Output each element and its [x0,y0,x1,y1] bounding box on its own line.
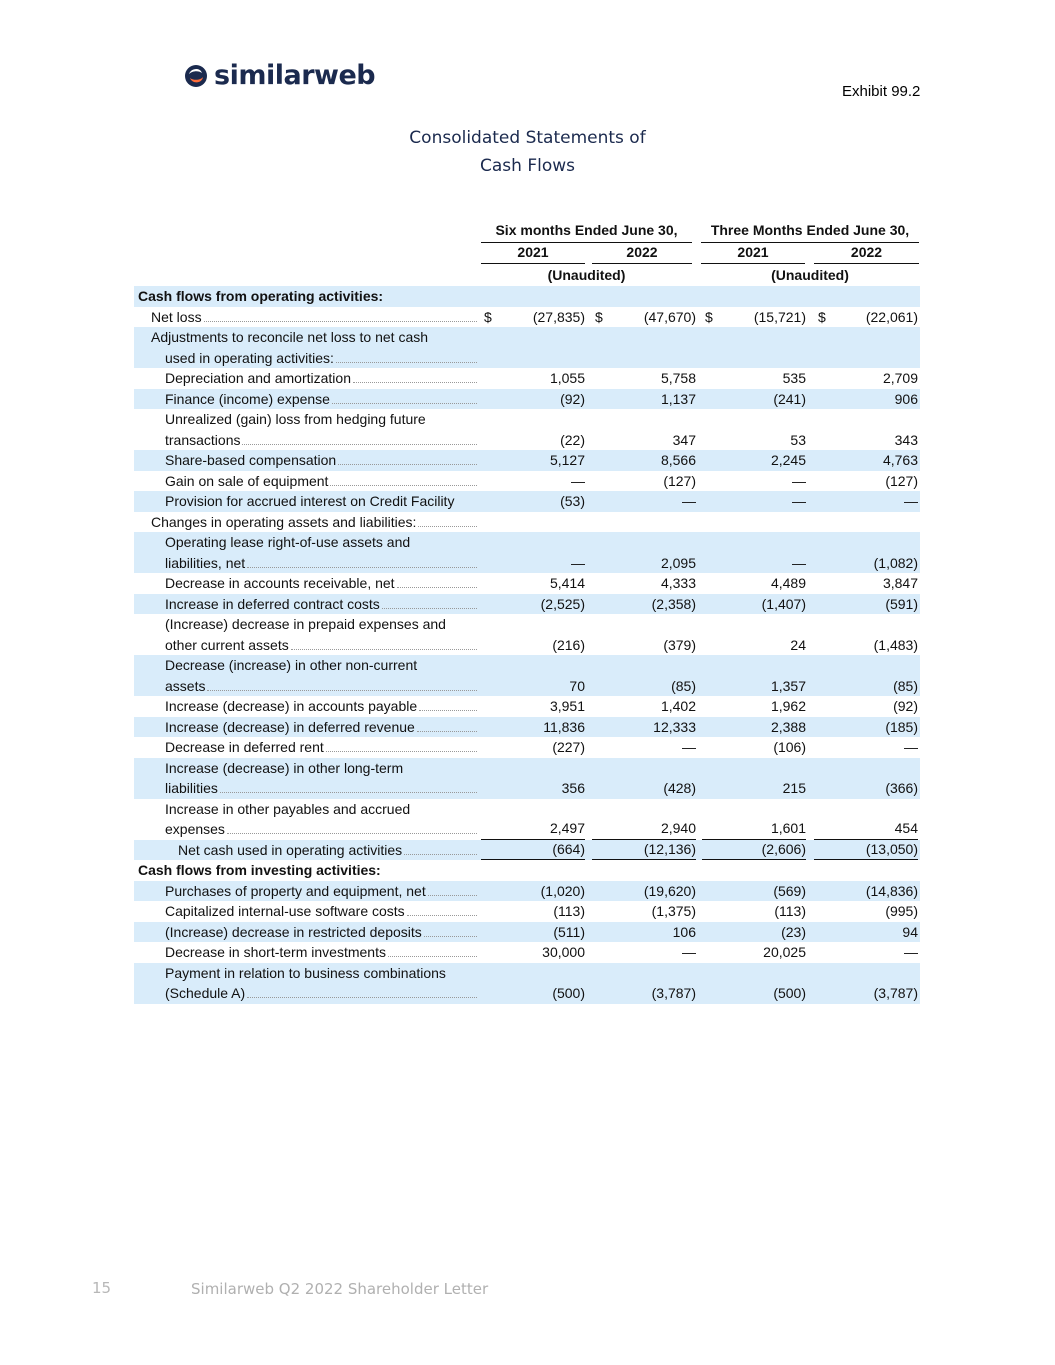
row-value [481,512,585,533]
row-value: — [792,554,806,571]
dot-leader [419,697,477,711]
row-label-text: assets [165,677,206,694]
row-label-text: Finance (income) expense [165,390,330,407]
table-row [134,717,920,738]
dollar-sign: $ [484,308,492,325]
dot-leader [247,554,477,568]
dot-leader [388,943,477,957]
row-value [481,860,585,881]
row-value [814,348,918,369]
table-row [134,594,920,615]
row-value: — [571,554,585,571]
row-value: 53 [790,431,806,448]
row-label-text: Increase (decrease) in other long-term [165,759,404,776]
table-row [134,942,920,963]
row-value: 356 [561,780,585,796]
table-row [134,450,920,471]
row-value: (1,407) [761,595,806,612]
table-row [134,512,920,533]
row-value: (2,606) [702,839,806,861]
row-label-text: (Schedule A) [165,985,246,1001]
row-value: 4,333 [660,575,696,591]
row-label [134,286,477,307]
row-label-text: other current assets [165,636,289,653]
row-value: 5,414 [549,575,585,591]
dot-leader [220,779,477,793]
row-label-text: Unrealized (gain) loss from hedging future [165,411,426,427]
cash-flow-table [134,286,920,1004]
row-value: — [682,944,696,960]
row-value: 20,025 [763,944,806,960]
row-label-text: used in operating activities: [165,349,334,366]
similarweb-logo [184,60,375,91]
page-title-line-1: Consolidated Statements of [409,128,646,148]
dot-leader [418,513,477,527]
row-label-text: Increase in other payables and accrued [165,800,411,817]
row-label-text: Increase (decrease) in accounts payable [165,698,418,714]
dot-leader [291,636,477,650]
table-row [134,655,920,696]
row-label [134,614,477,655]
row-value [592,860,696,881]
table-row [134,860,920,881]
row-value: (15,721) [753,308,806,325]
row-value: (591) [885,595,918,612]
row-label [134,881,477,902]
row-value: 3,847 [882,575,918,591]
dot-leader [397,574,477,588]
row-label [134,942,477,963]
row-label-text: Gain on sale of equipment [165,472,329,489]
row-label [134,450,477,471]
row-value: 2,709 [882,370,918,386]
row-value: 1,402 [660,698,696,714]
page-title-line-2: Cash Flows [480,156,575,176]
row-label-text: Adjustments to reconcile net loss to net cash [151,329,429,345]
table-row [134,696,920,717]
row-value: (113) [553,903,585,919]
row-value: 1,357 [770,677,806,694]
row-value: (2,525) [540,595,585,612]
row-value: — [682,493,696,509]
header-year-six-2022: 2022 [592,244,692,264]
row-label-text: Purchases of property and equipment, net [165,882,426,899]
exhibit-label: Exhibit 99.2 [842,83,921,100]
table-row [134,368,920,389]
header-year-six-2021: 2021 [481,244,585,264]
row-value: (1,483) [873,636,918,653]
row-value: 4,489 [770,575,806,591]
dot-leader [382,595,477,609]
row-value: (53) [560,493,585,509]
dot-leader [417,718,477,732]
row-value: (92) [893,698,918,714]
row-value [702,512,806,533]
header-six-months: Six months Ended June 30, [481,222,692,243]
header-unaudited-three: (Unaudited) [771,267,849,283]
row-value: — [904,493,918,509]
row-value: (511) [553,923,585,940]
row-value: 5,758 [660,370,696,386]
row-label [134,471,477,492]
row-label [134,512,477,533]
row-value: (995) [885,903,918,919]
row-value: (92) [560,390,585,407]
row-value: (664) [481,839,585,861]
table-row [134,573,920,594]
row-value: (241) [773,390,806,407]
dollar-sign: $ [818,308,826,325]
row-value [814,286,918,307]
row-value: 535 [782,370,806,386]
row-label-text: Increase (decrease) in deferred revenue [165,718,415,735]
row-label-text: Cash flows from investing activities: [138,862,381,878]
row-label [134,655,477,696]
row-value [481,348,585,369]
table-row [134,737,920,758]
row-value: (13,050) [814,839,918,861]
row-value: 70 [569,677,585,694]
row-value [702,348,806,369]
row-label-text: Operating lease right-of-use assets and [165,534,411,550]
row-value [481,286,585,307]
table-row [134,307,920,328]
row-value: 30,000 [542,944,585,960]
row-value: (2,358) [651,595,696,612]
row-value: 906 [894,390,918,407]
table-row [134,491,920,512]
table-row [134,901,920,922]
row-value: 94 [902,923,918,940]
row-label-text: (Increase) decrease in prepaid expenses and [165,616,446,632]
dot-leader [338,451,477,465]
table-row [134,389,920,410]
row-value: (227) [552,739,585,755]
row-label-text: Decrease in short-term investments [165,944,386,960]
table-row [134,840,920,861]
table-row [134,286,920,307]
row-value: 2,388 [770,718,806,735]
dot-leader [407,902,477,916]
dot-leader [332,390,477,404]
row-label-text: Provision for accrued interest on Credit Facility [165,493,455,509]
row-label [134,717,477,738]
row-value: — [904,944,918,960]
row-label-text: Changes in operating assets and liabilities: [151,513,417,530]
row-value: (216) [552,636,585,653]
dot-leader [227,820,477,834]
row-value: (85) [893,677,918,694]
row-value: 2,245 [770,452,806,468]
table-row [134,614,920,655]
row-value: 3,951 [549,698,585,714]
row-value: (1,020) [540,882,585,899]
row-value [814,512,918,533]
row-value: 106 [672,923,696,940]
dot-leader [242,431,477,445]
row-value: (14,836) [865,882,918,899]
row-value: — [792,493,806,509]
row-label [134,901,477,922]
row-label [134,594,477,615]
row-label [134,532,477,573]
row-value: 11,836 [543,718,585,735]
row-value: (1,082) [873,554,918,571]
row-value: (22) [560,431,585,448]
row-label-text: liabilities [165,780,218,796]
row-label-text: expenses [165,821,225,837]
dot-leader [330,472,477,486]
similarweb-logo-icon [184,64,208,88]
row-label [134,368,477,389]
table-row [134,409,920,450]
brand-name: similarweb [214,60,376,91]
row-value: (106) [773,739,806,755]
row-value: (379) [663,636,696,653]
row-value: (3,787) [651,985,696,1001]
row-value: (569) [773,882,806,899]
row-label [134,409,477,450]
row-value [592,512,696,533]
row-label-text: Decrease in accounts receivable, net [165,575,395,591]
header-three-months: Three Months Ended June 30, [701,222,919,243]
table-row [134,922,920,943]
row-value: (23) [781,923,806,940]
footer-title: Similarweb Q2 2022 Shareholder Letter [191,1280,489,1298]
dot-leader [428,882,477,896]
header-year-three-2021: 2021 [701,244,805,264]
row-label [134,840,477,861]
row-label-text: (Increase) decrease in restricted deposits [165,923,422,940]
row-value: 5,127 [549,452,585,468]
row-value [592,286,696,307]
dollar-sign: $ [595,308,603,325]
row-value: 454 [814,818,918,840]
row-value [702,286,806,307]
row-value: (27,835) [532,308,585,325]
row-value: (47,670) [643,308,696,325]
dot-leader [353,369,477,383]
row-label [134,307,477,328]
row-value: (85) [671,677,696,694]
row-value: 4,763 [882,452,918,468]
row-label [134,737,477,758]
row-value [814,860,918,881]
row-value: (127) [885,472,918,489]
row-value: — [571,472,585,489]
row-value: — [682,739,696,755]
row-value: 1,055 [549,370,585,386]
row-label-text: liabilities, net [165,554,246,571]
row-value [592,348,696,369]
row-label-text: Increase in deferred contract costs [165,595,380,612]
row-label-text: Cash flows from operating activities: [138,288,384,304]
row-label [134,696,477,717]
row-label [134,799,477,840]
row-label [134,491,477,512]
dollar-sign: $ [705,308,713,325]
row-value: 2,497 [481,818,585,840]
table-row [134,881,920,902]
row-label [134,758,477,799]
dot-leader [204,308,477,322]
row-value: (500) [773,985,806,1001]
row-label-text: Net cash used in operating activities [178,841,403,858]
row-label [134,573,477,594]
row-label-text: Decrease (increase) in other non-current [165,657,418,673]
row-value: — [792,472,806,489]
row-label-text: Payment in relation to business combinations [165,964,446,981]
dot-leader [404,841,477,855]
table-row [134,327,920,368]
page-number: 15 [92,1279,112,1297]
row-value: 347 [672,431,696,448]
row-value: — [904,739,918,755]
dot-leader [336,349,477,363]
header-year-three-2022: 2022 [814,244,919,264]
table-row [134,471,920,492]
table-row [134,799,920,840]
header-unaudited-six: (Unaudited) [547,267,626,283]
row-value: (1,375) [651,903,696,919]
row-label [134,860,477,881]
dot-leader [247,984,477,998]
row-value: 1,601 [702,818,806,840]
row-value: 343 [894,431,918,448]
dot-leader [424,923,477,937]
row-value: 8,566 [660,452,696,468]
row-label-text: Share-based compensation [165,452,337,468]
row-label [134,963,477,1004]
row-value: 2,940 [592,818,696,840]
row-label [134,389,477,410]
dot-leader [326,738,477,752]
row-value: (366) [885,780,918,796]
row-value [702,860,806,881]
row-value: 1,962 [770,698,806,714]
row-value: 215 [782,780,806,796]
table-row [134,532,920,573]
table-row [134,963,920,1004]
row-value: (3,787) [873,985,918,1001]
row-value: (113) [774,903,806,919]
row-value: (12,136) [592,839,696,861]
row-label-text: Decrease in deferred rent [165,739,324,755]
row-value: 24 [790,636,806,653]
row-label-text: transactions [165,431,241,448]
table-row [134,758,920,799]
row-label-text: Capitalized internal-use software costs [165,903,405,919]
row-value: (500) [552,985,585,1001]
row-label-text: Net loss [151,308,202,325]
row-value: (22,061) [865,308,918,325]
row-value: (19,620) [643,882,696,899]
row-label-text: Depreciation and amortization [165,370,351,386]
row-value: 1,137 [660,390,696,407]
row-label [134,922,477,943]
row-value: (185) [885,718,918,735]
row-value: (428) [663,780,696,796]
row-label [134,327,477,368]
row-value: 12,333 [653,718,696,735]
dot-leader [207,677,477,691]
row-value: (127) [663,472,696,489]
row-value: 2,095 [660,554,696,571]
page-title [0,124,1055,180]
